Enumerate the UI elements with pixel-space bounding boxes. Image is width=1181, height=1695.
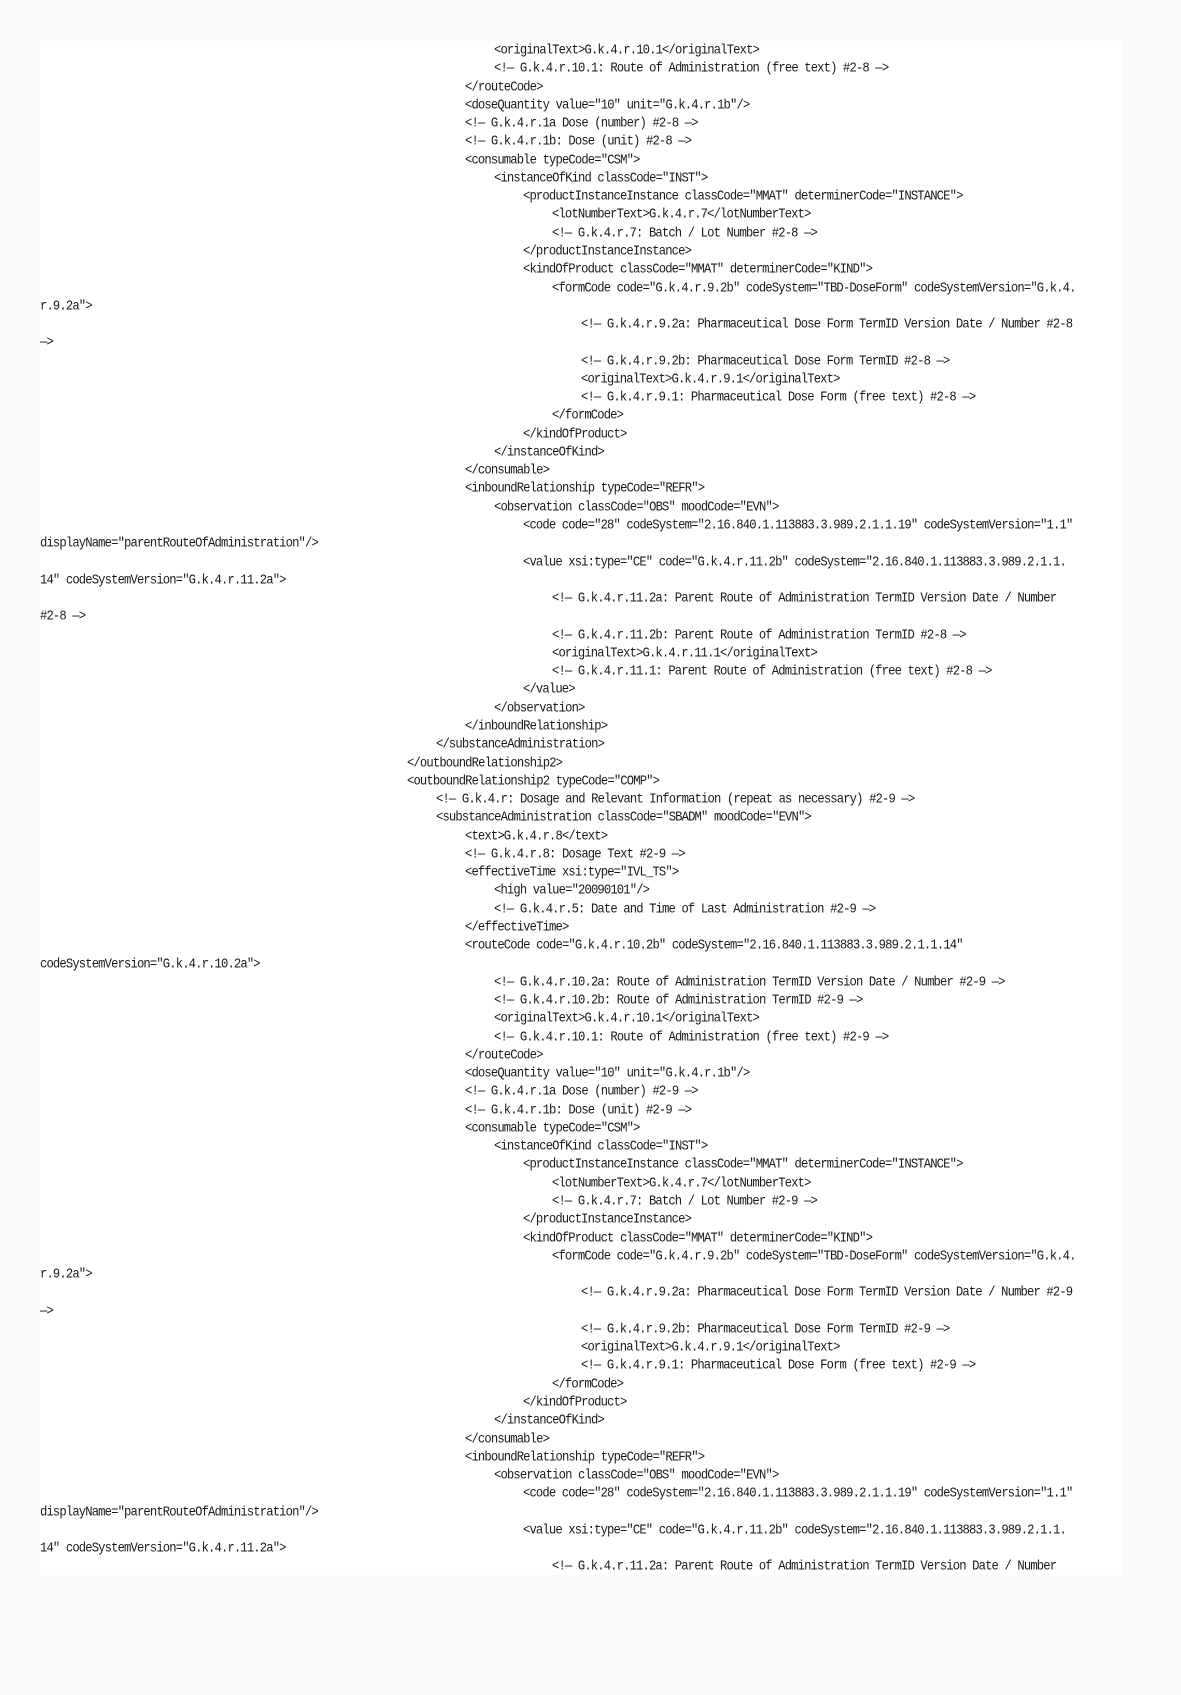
xml-line: </productInstanceInstance>	[523, 1211, 692, 1228]
xml-line: <consumable typeCode="CSM">	[465, 1120, 640, 1136]
xml-line: <formCode code="G.k.4.r.9.2b" codeSystem="TBD-DoseForm" codeSystemVersion="G.k.4.	[552, 1247, 1076, 1264]
xml-line: <!— G.k.4.r.10.1: Route of Administration (free text) #2-9 —>	[494, 1028, 889, 1045]
xml-line-wrap-continuation: #2-8 —>	[40, 608, 86, 625]
xml-line: <doseQuantity value="10" unit="G.k.4.r.1b"/>	[465, 96, 750, 113]
xml-line: <inboundRelationship typeCode="REFR">	[465, 1448, 705, 1465]
xml-line: <lotNumberText>G.k.4.r.7</lotNumberText>	[552, 206, 811, 223]
xml-line: <!— G.k.4.r.7: Batch / Lot Number #2-8 —>	[552, 224, 818, 241]
xml-line: <!— G.k.4.r.10.1: Route of Administration (free text) #2-8 —>	[494, 60, 889, 77]
xml-line: <originalText>G.k.4.r.10.1</originalText>	[494, 42, 760, 58]
xml-line: </inboundRelationship>	[465, 718, 608, 734]
xml-line-wrap-continuation: —>	[40, 1302, 53, 1319]
xml-line: </productInstanceInstance>	[523, 243, 692, 259]
xml-line: <consumable typeCode="CSM">	[465, 151, 640, 168]
xml-line: <instanceOfKind classCode="INST">	[494, 170, 708, 186]
xml-line: </instanceOfKind>	[494, 444, 604, 460]
xml-line: <effectiveTime xsi:type="IVL_TS">	[465, 864, 679, 880]
xml-line: <!— G.k.4.r.11.1: Parent Route of Administration (free text) #2-8 —>	[552, 663, 992, 680]
xml-line: </consumable>	[465, 462, 550, 479]
xml-line: <!— G.k.4.r.9.2b: Pharmaceutical Dose Form TermID #2-8 —>	[581, 352, 950, 369]
xml-line: <observation classCode="OBS" moodCode="EVN">	[494, 498, 779, 515]
xml-line: <!— G.k.4.r.11.2b: Parent Route of Administration TermID #2-8 —>	[552, 626, 966, 643]
xml-line-wrap-continuation: displayName="parentRouteOfAdministration"/>	[40, 535, 318, 552]
xml-line: <instanceOfKind classCode="INST">	[494, 1138, 708, 1155]
xml-line: </substanceAdministration>	[436, 736, 605, 753]
xml-line: <doseQuantity value="10" unit="G.k.4.r.1b"/>	[465, 1065, 750, 1081]
xml-line: </routeCode>	[465, 1047, 543, 1063]
xml-line: </observation>	[494, 699, 585, 716]
xml-line: <high value="20090101"/>	[494, 882, 650, 899]
xml-line: <text>G.k.4.r.8</text>	[465, 827, 608, 844]
xml-line: <!— G.k.4.r.1a Dose (number) #2-9 —>	[465, 1083, 698, 1100]
xml-line: </instanceOfKind>	[494, 1412, 604, 1429]
xml-line-wrap-continuation: 14" codeSystemVersion="G.k.4.r.11.2a">	[40, 1540, 286, 1556]
xml-line: <substanceAdministration classCode="SBADM" moodCode="EVN">	[436, 809, 811, 826]
xml-line: <observation classCode="OBS" moodCode="EVN">	[494, 1467, 779, 1483]
xml-line-wrap-continuation: —>	[40, 334, 53, 351]
xml-line: <!— G.k.4.r.7: Batch / Lot Number #2-9 —>	[552, 1193, 818, 1209]
xml-line: </value>	[523, 681, 575, 698]
xml-line: <!— G.k.4.r.1b: Dose (unit) #2-9 —>	[465, 1101, 692, 1118]
xml-line-wrap-continuation: displayName="parentRouteOfAdministration"/>	[40, 1503, 318, 1520]
xml-line: <!— G.k.4.r.11.2a: Parent Route of Administration TermID Version Date / Number	[552, 590, 1057, 606]
xml-line: <originalText>G.k.4.r.11.1</originalText>	[552, 645, 818, 661]
xml-line: <!— G.k.4.r: Dosage and Relevant Information (repeat as necessary) #2-9 —>	[436, 791, 915, 807]
xml-line: </kindOfProduct>	[523, 425, 627, 442]
xml-line: <productInstanceInstance classCode="MMAT" determinerCode="INSTANCE">	[523, 1156, 963, 1173]
xml-line: <value xsi:type="CE" code="G.k.4.r.11.2b" codeSystem="2.16.840.1.113883.3.989.2.1.1.	[523, 553, 1066, 570]
xml-line-wrap-continuation: r.9.2a">	[40, 297, 92, 314]
xml-line: </consumable>	[465, 1430, 550, 1447]
xml-line: <!— G.k.4.r.9.2a: Pharmaceutical Dose Form TermID Version Date / Number #2-9	[581, 1284, 1073, 1301]
xml-document-page	[40, 41, 1123, 1575]
xml-line: <outboundRelationship2 typeCode="COMP">	[407, 772, 660, 789]
xml-line: <productInstanceInstance classCode="MMAT" determinerCode="INSTANCE">	[523, 188, 963, 204]
xml-line: <!— G.k.4.r.1b: Dose (unit) #2-8 —>	[465, 133, 692, 150]
xml-line: <inboundRelationship typeCode="REFR">	[465, 480, 705, 497]
xml-line: <!— G.k.4.r.9.2b: Pharmaceutical Dose Form TermID #2-9 —>	[581, 1321, 950, 1337]
xml-line: </routeCode>	[465, 78, 543, 95]
xml-line: <!— G.k.4.r.1a Dose (number) #2-8 —>	[465, 115, 698, 131]
xml-line: <originalText>G.k.4.r.9.1</originalText>	[581, 1339, 840, 1355]
xml-line: <formCode code="G.k.4.r.9.2b" codeSystem="TBD-DoseForm" codeSystemVersion="G.k.4.	[552, 279, 1076, 296]
xml-line: </outboundRelationship2>	[407, 754, 563, 771]
xml-line: </formCode>	[552, 407, 624, 424]
xml-line-wrap-continuation: r.9.2a">	[40, 1266, 92, 1282]
xml-line: </kindOfProduct>	[523, 1394, 627, 1410]
xml-line: <originalText>G.k.4.r.10.1</originalText>	[494, 1010, 760, 1027]
xml-line: </effectiveTime>	[465, 919, 569, 935]
xml-line: <!— G.k.4.r.8: Dosage Text #2-9 —>	[465, 846, 685, 862]
xml-line: <!— G.k.4.r.9.2a: Pharmaceutical Dose Form TermID Version Date / Number #2-8	[581, 316, 1073, 332]
xml-line: <code code="28" codeSystem="2.16.840.1.113883.3.989.2.1.1.19" codeSystemVersion="1.1"	[523, 517, 1073, 533]
xml-line: <kindOfProduct classCode="MMAT" determinerCode="KIND">	[523, 1229, 873, 1246]
xml-line: <value xsi:type="CE" code="G.k.4.r.11.2b" codeSystem="2.16.840.1.113883.3.989.2.1.1.	[523, 1522, 1066, 1538]
xml-line-wrap-continuation: 14" codeSystemVersion="G.k.4.r.11.2a">	[40, 571, 286, 588]
xml-line-wrap-continuation: codeSystemVersion="G.k.4.r.10.2a">	[40, 955, 260, 972]
xml-line: <lotNumberText>G.k.4.r.7</lotNumberText>	[552, 1174, 811, 1191]
xml-line: <kindOfProduct classCode="MMAT" determinerCode="KIND">	[523, 261, 873, 278]
xml-line: <routeCode code="G.k.4.r.10.2b" codeSystem="2.16.840.1.113883.3.989.2.1.1.14"	[465, 937, 963, 954]
xml-line: <!— G.k.4.r.10.2b: Route of Administration TermID #2-9 —>	[494, 992, 863, 1008]
xml-line: <!— G.k.4.r.9.1: Pharmaceutical Dose Form (free text) #2-9 —>	[581, 1357, 976, 1374]
xml-line: <!— G.k.4.r.11.2a: Parent Route of Administration TermID Version Date / Number	[552, 1558, 1057, 1575]
xml-line: <!— G.k.4.r.10.2a: Route of Administration TermID Version Date / Number #2-9 —>	[494, 973, 1005, 990]
xml-line: <code code="28" codeSystem="2.16.840.1.113883.3.989.2.1.1.19" codeSystemVersion="1.1"	[523, 1485, 1073, 1502]
xml-line: <originalText>G.k.4.r.9.1</originalText>	[581, 371, 840, 387]
xml-line: <!— G.k.4.r.9.1: Pharmaceutical Dose Form (free text) #2-8 —>	[581, 389, 976, 405]
xml-line: </formCode>	[552, 1375, 624, 1392]
xml-line: <!— G.k.4.r.5: Date and Time of Last Administration #2-9 —>	[494, 900, 876, 917]
